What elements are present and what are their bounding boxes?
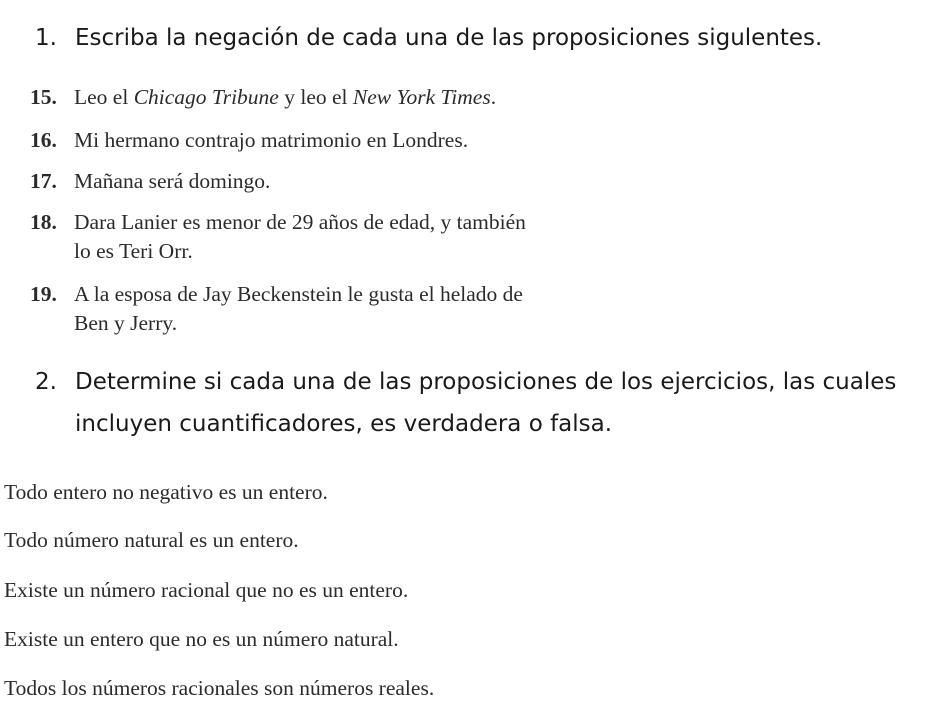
exercise-16 bbox=[30, 126, 468, 155]
exercise-number: 15. bbox=[30, 85, 57, 109]
exercise-text-part: Leo el bbox=[74, 85, 134, 109]
exercise-number: 17. bbox=[30, 169, 57, 193]
statement-2: Todo número natural es un entero. bbox=[4, 528, 299, 552]
newspaper-title: Chicago Tribune bbox=[133, 85, 279, 109]
exercise-19 bbox=[30, 280, 523, 338]
exercise-number: 16. bbox=[30, 128, 57, 152]
question-text-line-1: Determine si cada una de las proposiciones de los ejercicios, las cuales bbox=[75, 369, 897, 395]
exercise-number: 19. bbox=[30, 282, 57, 306]
exercise-17 bbox=[30, 167, 270, 196]
exercise-text-part: . bbox=[490, 85, 497, 109]
statement-5: Todos los números racionales son números reales. bbox=[4, 676, 435, 700]
exercise-number: 18. bbox=[30, 210, 57, 234]
exercise-text-part: y leo el bbox=[278, 85, 353, 109]
exercise-text-line-1: Dara Lanier es menor de 29 años de edad, y también bbox=[74, 210, 526, 234]
exercise-text: Mañana será domingo. bbox=[74, 169, 271, 193]
exercise-18 bbox=[30, 208, 526, 266]
exercise-text-line-2: lo es Teri Orr. bbox=[74, 239, 193, 263]
statement-4: Existe un entero que no es un número natural. bbox=[4, 627, 399, 651]
exercise-text-line-1: A la esposa de Jay Beckenstein le gusta el helado de bbox=[74, 282, 523, 306]
exercise-15 bbox=[30, 83, 496, 112]
exercise-text: Mi hermano contrajo matrimonio en Londres. bbox=[74, 128, 469, 152]
statement-1: Todo entero no negativo es un entero. bbox=[4, 480, 328, 504]
question-text: Escriba la negación de cada una de las proposiciones sigulentes. bbox=[75, 25, 823, 51]
question-2 bbox=[35, 363, 896, 443]
newspaper-title: New York Times bbox=[352, 85, 491, 109]
question-number: 2. bbox=[35, 369, 57, 395]
question-number: 1. bbox=[35, 25, 57, 51]
statement-3: Existe un número racional que no es un entero. bbox=[4, 578, 409, 602]
question-1 bbox=[35, 19, 822, 57]
question-text-line-2: incluyen cuantificadores, es verdadera o falsa. bbox=[75, 411, 613, 437]
exercise-text-line-2: Ben y Jerry. bbox=[74, 311, 178, 335]
